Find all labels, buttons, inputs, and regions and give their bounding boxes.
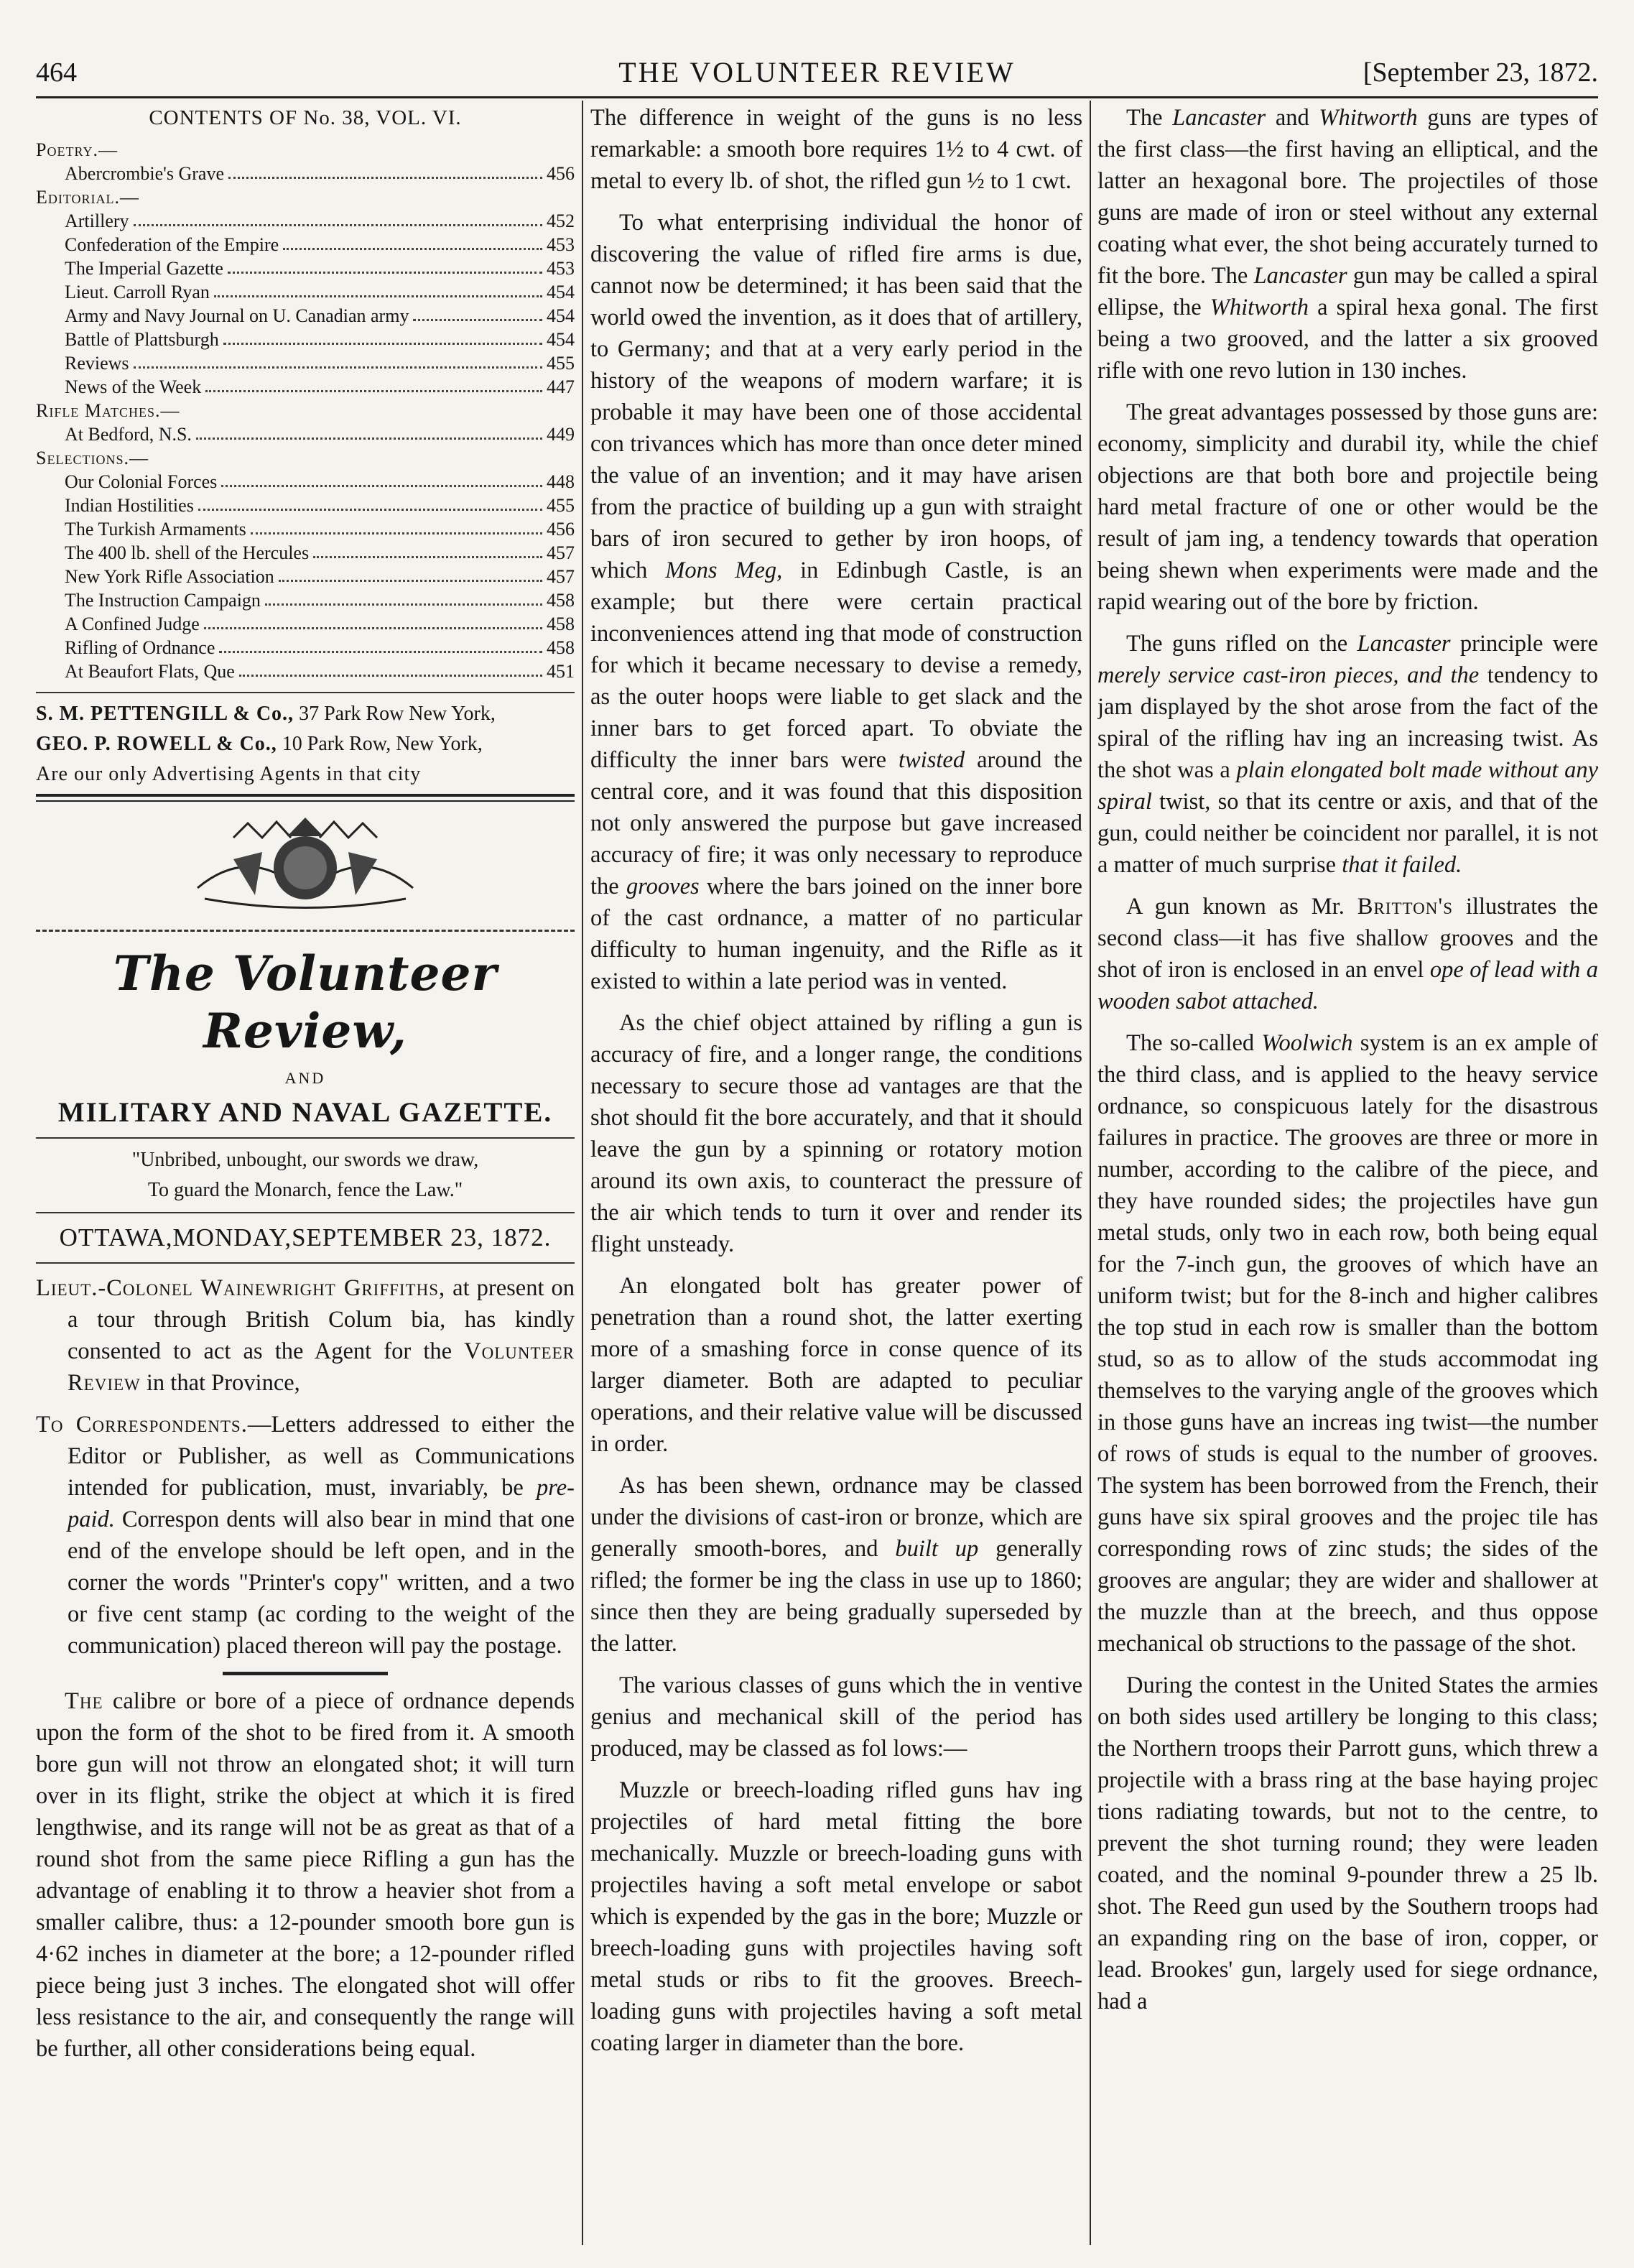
article-paragraph: The Lancaster and Whitworth guns are types of the first class—the first having an elliptical, and the latter an hexagonal bore. The projectiles of those guns are made of iron or steel without any external coating what ever, the shot being accurately turned to fit the bore. The Lancaster gun may be called a spiral ellipse, the Whitworth a spiral hexa gonal. The first being a two grooved, and the latter a six grooved rifle with one revo lution in 130 inches. <box>1097 105 1598 384</box>
article-paragraph: A gun known as Mr. Britton's illustrates the second class—it has five shallow grooves and the shot of iron is enclosed in an envel ope of lead with a wooden sabot attached. <box>1097 894 1598 1014</box>
dot-leader <box>134 209 542 226</box>
article-paragraph: An elongated bolt has greater power of penetration than a round shot, the latter exerting more of a smashing force in conse quence of its larger diameter. Both are adapted to peculiar operations, and their relative value will be discussed in order. <box>590 1273 1082 1457</box>
contents-item-label: Abercrombie's Grave <box>65 163 224 184</box>
contents-item-label: Army and Navy Journal on U. Canadian army <box>65 305 409 326</box>
divider <box>36 1262 575 1264</box>
contents-item-page: 452 <box>547 210 575 231</box>
contents-item-label: Artillery <box>65 210 129 231</box>
dateline: OTTAWA,MONDAY,SEPTEMBER 23, 1872. <box>59 1223 552 1251</box>
contents-section-title: Rifle Matches.— <box>36 400 180 421</box>
dot-leader <box>413 304 542 321</box>
agent-entry: S. M. PETTENGILL & Co., 37 Park Row New York, <box>36 703 496 725</box>
contents-item-page: 454 <box>547 305 575 326</box>
masthead-rule <box>36 96 1598 98</box>
article-paragraph: To what enterprising individual the honor of discovering the value of rifled fire arms is due, cannot now be determined; it has been said that the world owed the invention, as it does that of artillery, to Germany; and that at a very early period in the history of the weapons of modern warfare; it is probable it may have been one of those accidental con trivances which has more than once deter mined the value of an invention; and it may have arisen from the practice of building up a gun with straight bars of iron secured to gether by iron hoops, of which Mons Meg, in Edinbugh Castle, is an example; but there were certain practical inconveniences attend ing that mode of construction for which it became necessary to devise a remedy, as the outer hoops were liable to get slack and the inner bars to get forced apart. To obviate the difficulty the inner bars were twisted around the central core, and it was found that this disposition not only answered the purpose but gave increased accuracy of fire; it was only necessary to reproduce the grooves where the bars joined on the inner bore of the cast ordnance, a matter of no particular difficulty to human ingenuity, and the Rifle as it existed to within a late period was in vented. <box>590 210 1082 994</box>
dot-leader <box>134 351 542 369</box>
contents-item <box>36 494 575 517</box>
article-paragraph: The so-called Woolwich system is an ex ample of the third class, and is applied to the heavy service ordnance, so conspicuous lately for the disastrous failures in practice. The grooves are three or more in number, according to the calibre of the piece, and they have rounded sides; the projectiles have gun metal studs, only two in each row, both being equal for the 7-inch gun, the grooves of which have an uniform twist; but for the 8-inch and higher calibres the top stud in each row is smaller than the bottom stud, so as to allow of the studs accommodat ing themselves to the varying angle of the grooves which in those guns have an increas ing twist—the number of rows of studs is equal to the number of grooves. The system has been borrowed from the French, their guns have six spiral grooves and the projec tile has corresponding rows of zinc studs; the sides of the grooves are angular; they are wider and shallower at the muzzle than at the breech, and thus oppose mechanical ob structions to the passage of the shot. <box>1097 1030 1598 1657</box>
contents-item <box>36 612 575 636</box>
article-paragraph: The calibre or bore of a piece of ordnance depends upon the form of the shot to be fired from it. A smooth bore gun will not throw an elongated shot; it will turn over in its flight, strike the object at which it is fired lengthwise, and its range will not be as great as that of a round shot from the same piece Rifling a gun has the advantage of enabling it to throw a heavier shot from a smaller calibre, thus: a 12-pounder smooth bore gun is 4·62 inches in diameter at the bore; a 12-pounder rifled piece being just 3 inches. The elongated shot will offer less resistance to the air, and consequently the range will be further, all other considerations being equal. <box>36 1688 575 2062</box>
dot-leader <box>205 375 542 392</box>
contents-item-label: The Instruction Campaign <box>65 590 261 611</box>
contents-item <box>36 328 575 351</box>
divider <box>36 1212 575 1213</box>
contents-item <box>36 422 575 446</box>
divider <box>36 930 575 932</box>
contents-item-label: Lieut. Carroll Ryan <box>65 282 210 302</box>
contents-item-label: Our Colonial Forces <box>65 471 218 492</box>
article-paragraph: As has been shewn, ordnance may be classed under the divisions of cast-iron or bronze, which are generally smooth-bores, and built up generally rifled; the former be ing the class in use up to 1860; since then they are being gradually superseded by the latter. <box>590 1473 1082 1657</box>
contents-section-title: Poetry.— <box>36 139 118 160</box>
table-of-contents <box>36 138 575 683</box>
newspaper-name: The Volunteer Review, <box>113 945 498 1059</box>
contents-item <box>36 351 575 375</box>
contents-item <box>36 541 575 565</box>
contents-item-page: 458 <box>547 614 575 634</box>
contents-item-page: 454 <box>547 329 575 350</box>
contents-item-label: News of the Week <box>65 376 202 397</box>
contents-item <box>36 588 575 612</box>
dot-leader <box>239 659 542 677</box>
short-rule <box>223 1672 388 1675</box>
contents-section-title: Selections.— <box>36 448 149 468</box>
divider <box>36 1137 575 1139</box>
contents-item-page: 453 <box>547 258 575 279</box>
contents-item-label: The 400 lb. shell of the Hercules <box>65 542 310 563</box>
motto-line-1: "Unbribed, unbought, our swords we draw, <box>131 1149 479 1171</box>
advertising-agents <box>36 702 575 787</box>
contents-item-page: 457 <box>547 566 575 587</box>
dot-leader <box>221 470 542 487</box>
article-paragraph: As the chief object attained by rifling a gun is accuracy of fire, and a longer range, the conditions necessary to secure those ad vantages are that the shot should fit the bore accurately, and that it should leave the gun by a spinning or rotatory motion around its own axis, to counteract the pressure of the air which tends to turn it over and render its flight unsteady. <box>590 1010 1082 1257</box>
contents-item-label: Indian Hostilities <box>65 495 194 516</box>
column-1 <box>36 102 575 2250</box>
contents-item-page: 449 <box>547 424 575 445</box>
notice-agent: Lieut.-Colonel Wainewright Griffiths, at present on a tour through British Colum bia, has kindly consented to act as the Agent for the Volunteer Review in that Province, <box>36 1275 575 1396</box>
contents-item-page: 453 <box>547 234 575 255</box>
contents-item-label: Confederation of the Empire <box>65 234 279 255</box>
dot-leader <box>228 256 542 274</box>
article-paragraph: The great advantages possessed by those guns are: economy, simplicity and durabil ity, while the chief objections are that both bore and projectile being hard metal fracture of one or other would be the result of jam ing, a tendency towards that operation being shewn when experiments were made and the rapid wearing out of the bore by friction. <box>1097 399 1598 615</box>
contents-item <box>36 659 575 683</box>
dot-leader <box>198 494 542 511</box>
contents-item <box>36 470 575 494</box>
contents-item-page: 458 <box>547 590 575 611</box>
motto-line-2: To guard the Monarch, fence the Law." <box>147 1179 463 1201</box>
contents-item-page: 455 <box>547 353 575 374</box>
contents-item-label: The Imperial Gazette <box>65 258 223 279</box>
contents-item-page: 457 <box>547 542 575 563</box>
divider <box>36 692 575 693</box>
column-rule <box>1090 101 1091 2245</box>
contents-item-page: 455 <box>547 495 575 516</box>
double-rule <box>36 794 575 802</box>
dot-leader <box>223 328 542 345</box>
article-paragraph: The difference in weight of the guns is no less remarkable: a smooth bore requires 1½ to 4 cwt. of metal to every lb. of shot, the rifled gun ½ to 1 cwt. <box>590 105 1082 194</box>
contents-item-page: 447 <box>547 376 575 397</box>
agents-note: Are our only Advertising Agents in that city <box>36 763 422 785</box>
contents-item <box>36 256 575 280</box>
contents-item-label: The Turkish Armaments <box>65 519 246 540</box>
running-title: THE VOLUNTEER REVIEW <box>618 56 1016 88</box>
contents-item-page: 458 <box>547 637 575 658</box>
notice-correspondents: To Correspondents.—Letters addressed to either the Editor or Publisher, as well as Communications intended for publication, must, invariably, be pre-paid. Correspon dents will also bear in mind that one end of the envelope should be left open, and in the corner the words "Printer's copy" written, and a two or five cent stamp (ac cording to the weight of the communication) placed thereon will pay the postage. <box>36 1412 575 1659</box>
contents-item <box>36 209 575 233</box>
contents-item-page: 456 <box>547 519 575 540</box>
article-paragraph: The guns rifled on the Lancaster principle were merely service cast-iron pieces, and the tendency to jam displayed by the shot arose from the fact of the spiral of the rifling hav ing an increasing twist. As the shot was a plain elongated bolt made without any spiral twist, so that its centre or axis, and that of the gun, could neither be coincident nor parallel, it is not a matter of much surprise that it failed. <box>1097 631 1598 878</box>
masthead <box>36 50 1598 95</box>
issue-date: [September 23, 1872. <box>1363 57 1598 88</box>
contents-item-label: At Beaufort Flats, Que <box>65 661 235 682</box>
dot-leader <box>219 636 542 653</box>
dot-leader <box>204 612 542 629</box>
dot-leader <box>214 280 542 297</box>
newspaper-subtitle: MILITARY AND NAVAL GAZETTE. <box>57 1097 553 1128</box>
dot-leader <box>313 541 542 558</box>
contents-item <box>36 162 575 185</box>
dot-leader <box>279 565 542 582</box>
contents-item-page: 448 <box>547 471 575 492</box>
article-paragraph: During the contest in the United States the armies on both sides used artillery be longing to this class; the Northern troops their Parrott guns, which threw a projectile with a brass ring at the base haying projec tions radiating towards, but not to the centre, to prevent the shot turning round; they were leaden coated, and the nominal 9-pounder threw a 25 lb. shot. The Reed gun used by the Southern troops had an expanding ring on the base of iron, copper, or lead. Brookes' gun, largely used for siege ordnance, had a <box>1097 1672 1598 2014</box>
contents-item <box>36 375 575 399</box>
contents-item <box>36 636 575 659</box>
dot-leader <box>228 162 542 179</box>
column-2 <box>590 102 1082 2250</box>
newspaper-and: AND <box>284 1069 326 1087</box>
column-3 <box>1097 102 1598 2250</box>
dot-leader <box>265 588 542 606</box>
contents-item-label: Battle of Plattsburgh <box>65 329 219 350</box>
contents-item-page: 451 <box>547 661 575 682</box>
page-number: 464 <box>36 57 77 88</box>
contents-item <box>36 304 575 328</box>
contents-item-label: A Confined Judge <box>65 614 200 634</box>
column-rule <box>582 101 583 2245</box>
contents-item-page: 454 <box>547 282 575 302</box>
contents-section-title: Editorial.— <box>36 187 140 208</box>
contents-item <box>36 233 575 256</box>
dot-leader <box>283 233 542 250</box>
contents-item-label: At Bedford, N.S. <box>65 424 192 445</box>
contents-heading: CONTENTS OF No. 38, VOL. VI. <box>149 106 462 129</box>
contents-item-label: Reviews <box>65 353 129 374</box>
contents-item-label: Rifling of Ordnance <box>65 637 215 658</box>
dot-leader <box>196 422 542 440</box>
contents-item <box>36 565 575 588</box>
royal-arms-emblem-icon <box>154 809 456 917</box>
contents-item-page: 456 <box>547 163 575 184</box>
article-paragraph: The various classes of guns which the in ventive genius and mechanical skill of the period has produced, may be classed as fol lows:— <box>590 1672 1082 1762</box>
agent-entry: GEO. P. ROWELL & Co., 10 Park Row, New York, <box>36 733 483 755</box>
dot-leader <box>251 517 542 534</box>
contents-item <box>36 517 575 541</box>
contents-item <box>36 280 575 304</box>
contents-item-label: New York Rifle Association <box>65 566 274 587</box>
article-paragraph: Muzzle or breech-loading rifled guns hav ing projectiles of hard metal fitting the bore mechanically. Muzzle or breech-loading guns with projectiles having a soft metal envelope or sabot which is expended by the gas in the bore; Muzzle or breech-loading guns with projectiles having soft metal studs or ribs to fit the grooves. Breech-loading guns with projectiles having a soft metal coating larger in diameter than the bore. <box>590 1777 1082 2056</box>
